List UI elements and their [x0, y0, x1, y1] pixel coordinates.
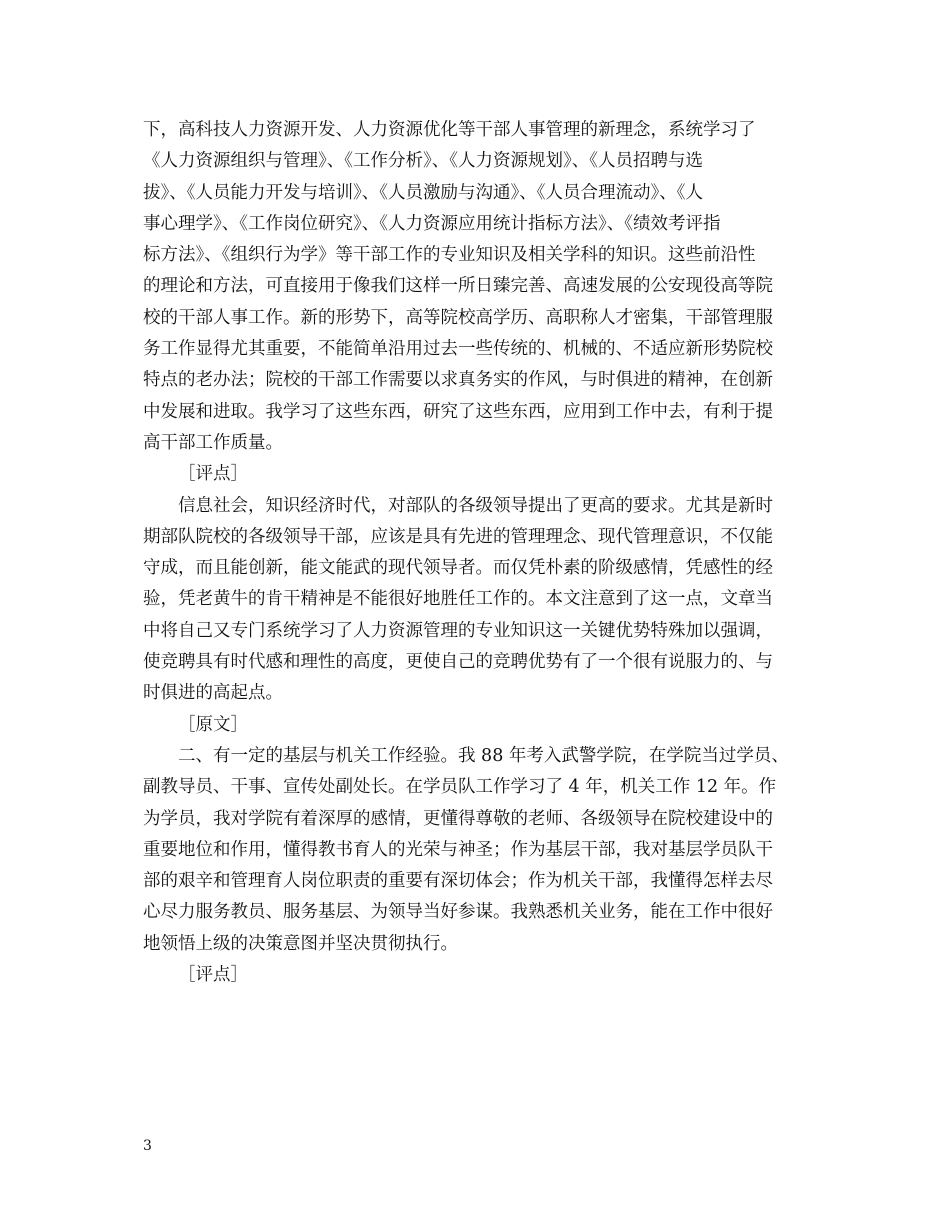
text-line: 期部队院校的各级领导干部，应该是具有先进的管理理念、现代管理意识，不仅能	[143, 526, 773, 547]
text-line: ［评点］	[178, 965, 248, 986]
text-line: 部的艰辛和管理育人岗位职责的重要有深切体会；作为机关干部，我懂得怎样去尽	[143, 871, 773, 892]
text-line: ［评点］	[178, 464, 248, 485]
text-line: 的理论和方法，可直接用于像我们这样一所日臻完善、高速发展的公安现役高等院	[143, 276, 773, 297]
text-line: 务工作显得尤其重要，不能简单沿用过去一些传统的、机械的、不适应新形势院校	[143, 339, 773, 360]
text-line: 验，凭老黄牛的肯干精神是不能很好地胜任工作的。本文注意到了这一点，文章当	[143, 589, 773, 610]
text-line: 下，高科技人力资源开发、人力资源优化等干部人事管理的新理念，系统学习了	[143, 120, 756, 140]
text-line: 为学员，我对学院有着深厚的感情，更懂得尊敬的老师、各级领导在院校建设中的	[143, 808, 773, 829]
text-line: 校的干部人事工作。新的形势下，高等院校高学历、高职称人才密集，干部管理服	[143, 307, 773, 328]
text-line: 使竞聘具有时代感和理性的高度，更使自己的竞聘优势有了一个很有说服力的、与	[143, 652, 773, 673]
text-line: 信息社会，知识经济时代，对部队的各级领导提出了更高的要求。尤其是新时	[178, 495, 773, 516]
page-number: 3	[143, 1138, 152, 1154]
text-line: 守成，而且能创新，能文能武的现代领导者。而仅凭朴素的阶级感情，凭感性的经	[143, 558, 773, 579]
text-line: 二、有一定的基层与机关工作经验。我 88 年考入武警学院，在学院当过学员、	[178, 745, 789, 766]
text-line: 高干部工作质量。	[143, 432, 283, 453]
text-line: 地领悟上级的决策意图并坚决贯彻执行。	[143, 933, 458, 954]
text-line: 《人力资源组织与管理》、《工作分析》、《人力资源规划》、《人员招聘与选	[143, 151, 703, 172]
text-line: 标方法》、《组织行为学》等干部工作的专业知识及相关学科的知识。这些前沿性	[143, 245, 756, 266]
text-line: 时俱进的高起点。	[143, 683, 283, 704]
text-line: 副教导员、干事、宣传处副处长。在学员队工作学习了 4 年，机关工作 12 年。作	[143, 777, 777, 798]
text-line: 心尽力服务教员、服务基层、为领导当好参谋。我熟悉机关业务，能在工作中很好	[143, 902, 773, 923]
text-line: ［原文］	[178, 714, 248, 735]
text-line: 特点的老办法；院校的干部工作需要以求真务实的作风，与时俱进的精神，在创新	[143, 370, 773, 391]
text-line: 拔》、《人员能力开发与培训》、《人员激励与沟通》、《人员合理流动》、《人	[143, 182, 703, 203]
text-line: 事心理学》、《工作岗位研究》、《人力资源应用统计指标方法》、《绩效考评指	[143, 213, 721, 234]
document-body	[143, 115, 833, 991]
text-line: 中将自己又专门系统学习了人力资源管理的专业知识这一关键优势特殊加以强调，	[143, 620, 773, 641]
text-line: 重要地位和作用，懂得教书育人的光荣与神圣；作为基层干部，我对基层学员队干	[143, 839, 773, 860]
text-line: 中发展和进取。我学习了这些东西，研究了这些东西，应用到工作中去，有利于提	[143, 401, 773, 422]
